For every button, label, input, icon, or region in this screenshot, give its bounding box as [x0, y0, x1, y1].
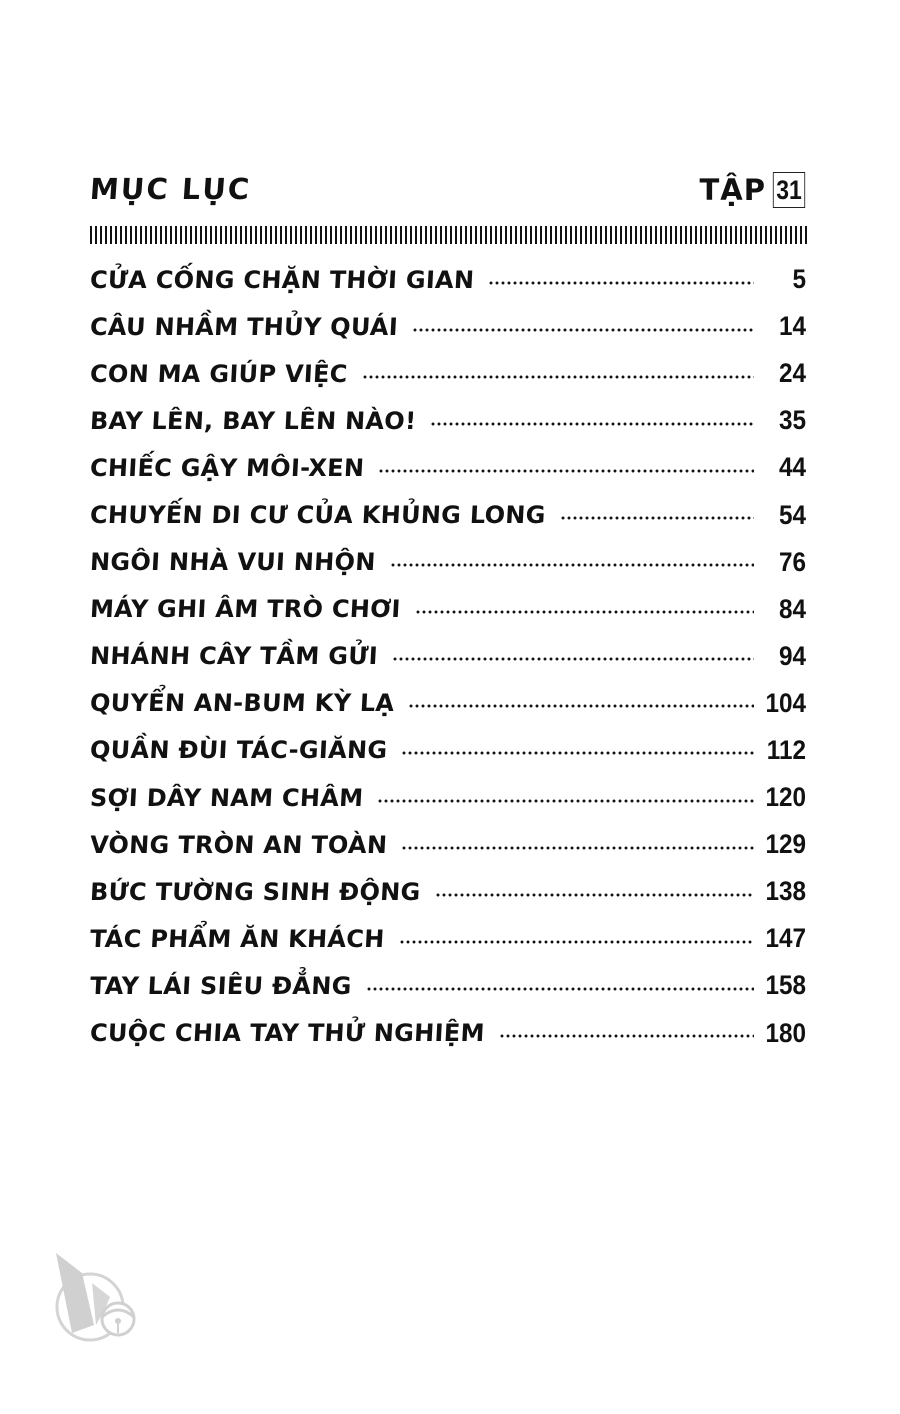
entry-title: BAY LÊN, BAY LÊN NÀO! [89, 407, 431, 435]
entry-title: NGÔI NHÀ VUI NHỘN [89, 548, 390, 576]
toc-entry[interactable] [90, 680, 806, 727]
toc-entry[interactable] [90, 303, 806, 350]
entry-page: 84 [778, 593, 806, 624]
dot-leader [377, 799, 754, 803]
dot-leader [390, 563, 754, 567]
dot-leader [560, 516, 754, 520]
toc-entry[interactable] [90, 491, 806, 538]
entry-title: BỨC TƯỜNG SINH ĐỘNG [89, 878, 435, 906]
toc-header [90, 172, 808, 212]
entry-page: 104 [765, 687, 806, 718]
entry-page: 180 [765, 1017, 806, 1048]
entry-title: CỬA CỐNG CHẶN THỜI GIAN [89, 266, 489, 294]
dot-leader [401, 751, 754, 755]
entry-title: CHIẾC GẬY MÔI-XEN [89, 454, 379, 482]
entry-title: NHÁNH CÂY TẦM GỬI [89, 642, 392, 670]
toc-entry[interactable] [90, 868, 806, 915]
entry-page: 112 [766, 734, 806, 765]
entry-page: 14 [778, 311, 806, 342]
entry-title: QUYỂN AN-BUM KỲ LẠ [89, 689, 409, 717]
entry-page: 120 [765, 782, 806, 813]
toc-entry[interactable] [90, 444, 806, 491]
toc-entry[interactable] [90, 256, 806, 303]
entry-page: 138 [765, 876, 806, 907]
toc-entry[interactable] [90, 350, 806, 397]
entry-page: 35 [778, 405, 806, 436]
entry-page: 158 [765, 970, 806, 1001]
entry-page: 24 [778, 358, 806, 389]
toc-entry[interactable] [90, 821, 806, 868]
entry-title: CHUYẾN DI CƯ CỦA KHỦNG LONG [89, 501, 560, 529]
page-title: MỤC LỤC [88, 172, 253, 206]
toc-entry[interactable] [90, 397, 806, 444]
toc-entry[interactable] [90, 539, 806, 586]
entry-title: VÒNG TRÒN AN TOÀN [89, 831, 402, 859]
entry-page: 44 [778, 452, 806, 483]
toc-entry[interactable] [90, 774, 806, 821]
entry-page: 147 [765, 923, 806, 954]
dot-leader [399, 940, 754, 944]
toc-list [90, 256, 806, 1057]
dot-leader [430, 422, 754, 426]
entry-title: SỢI DÂY NAM CHÂM [89, 784, 378, 812]
entry-page: 54 [778, 499, 806, 530]
volume-indicator [699, 172, 808, 208]
toc-entry[interactable] [90, 1010, 806, 1057]
volume-number: 31 [773, 172, 805, 208]
toc-entry[interactable] [90, 962, 806, 1009]
dot-leader [488, 281, 754, 285]
entry-title: CUỘC CHIA TAY THỬ NGHIỆM [89, 1019, 499, 1047]
dot-leader [362, 375, 754, 379]
volume-label: TẬP [699, 173, 766, 207]
entry-page: 76 [778, 546, 806, 577]
dot-leader [412, 328, 754, 332]
toc-entry[interactable] [90, 727, 806, 774]
entry-page: 94 [778, 640, 806, 671]
entry-title: CÂU NHẦM THỦY QUÁI [89, 313, 412, 341]
dot-leader [435, 893, 754, 897]
dot-leader [392, 657, 754, 661]
header-divider [90, 226, 808, 244]
entry-title: QUẦN ĐÙI TÁC-GIĂNG [89, 736, 402, 764]
entry-title: MÁY GHI ÂM TRÒ CHƠI [89, 595, 415, 623]
publisher-bell-logo-icon [42, 1245, 142, 1345]
dot-leader [401, 846, 754, 850]
dot-leader [378, 469, 754, 473]
dot-leader [366, 987, 754, 991]
entry-page: 5 [792, 264, 806, 295]
dot-leader [499, 1034, 754, 1038]
toc-entry[interactable] [90, 586, 806, 633]
toc-entry[interactable] [90, 633, 806, 680]
entry-title: TÁC PHẨM ĂN KHÁCH [89, 925, 399, 953]
entry-title: CON MA GIÚP VIỆC [89, 360, 362, 388]
dot-leader [408, 704, 754, 708]
dot-leader [415, 610, 754, 614]
entry-page: 129 [765, 829, 806, 860]
entry-title: TAY LÁI SIÊU ĐẲNG [89, 972, 366, 1000]
toc-entry[interactable] [90, 915, 806, 962]
